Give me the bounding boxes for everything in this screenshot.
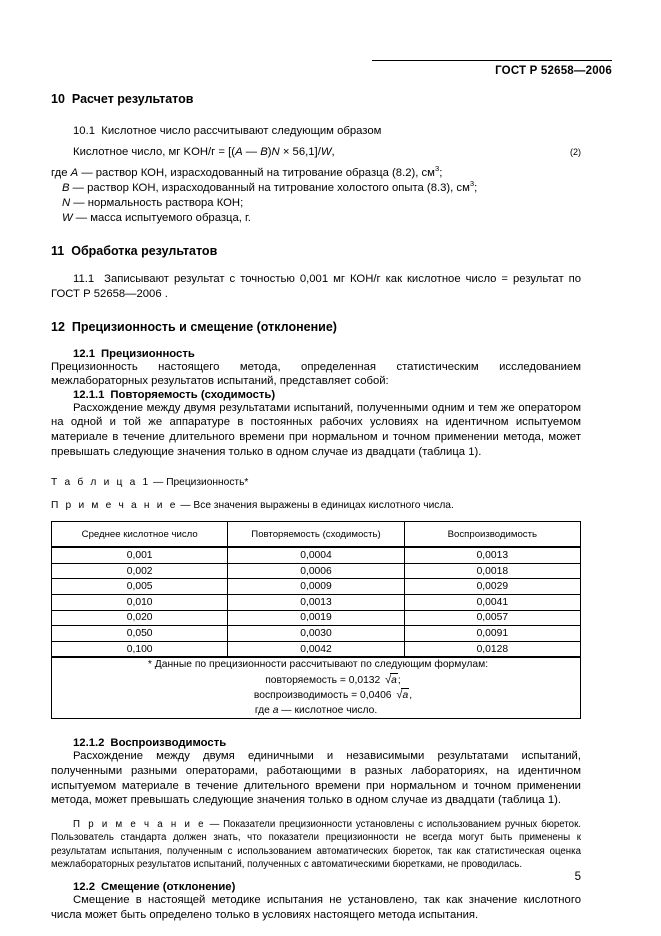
table-1-caption-label: Т а б л и ц а 1: [51, 477, 151, 489]
paragraph-12-1-1: Расхождение между двумя результатами испытаний, полученными одним и тем же оператором на одной и той же аппаратуре в постоянных рабочих условиях на идентичном испытуемом материале в течение длительного времени при нормальном и точном применении метода, может превышать следующие значения только в одном случае из двадцати (таблица 1).: [51, 401, 581, 458]
table-row: [52, 579, 581, 595]
cell-mean: 0,100: [52, 641, 228, 657]
definition-b-symbol: B: [62, 181, 70, 194]
table-1-caption: [51, 477, 581, 488]
section-12-title: Прецизионность и смещение (отклонение): [71, 319, 337, 334]
section-10-number: 10: [51, 92, 65, 106]
equation-number: (2): [570, 146, 581, 157]
footnote-line-2: [52, 673, 580, 689]
page-number: 5: [574, 871, 581, 883]
clause-11-1-number: 11.1: [73, 273, 95, 286]
footnote-where-text: — кислотное число.: [278, 704, 378, 716]
page-header: [372, 60, 612, 77]
formula-tail: × 56,1]/: [279, 145, 321, 158]
column-header-repeatability: Повторяемость (сходимость): [228, 522, 404, 548]
cell-repeatability: 0,0009: [228, 579, 404, 595]
table-row: [52, 610, 581, 626]
table-header-row: [52, 522, 581, 548]
definition-n-symbol: N: [62, 197, 71, 209]
table-1-caption-text: — Прецизионность*: [150, 477, 249, 489]
heading-section-12-2: [51, 881, 581, 893]
definition-b-sup: 3: [469, 179, 475, 189]
definition-n-text: — нормальность раствора КОН;: [70, 197, 244, 209]
cell-repeatability: 0,0030: [228, 626, 404, 642]
cell-reproducibility: 0,0041: [404, 594, 580, 610]
formula-var-a: A: [235, 145, 243, 158]
footnote-radicand-a: a: [390, 673, 398, 689]
formula-lead: Кислотное число, мг KOH/г = [(: [73, 145, 236, 158]
definition-b-text: — раствор КОН, израсходованный на титрование холостого опыта (8.3), см: [69, 181, 470, 194]
section-12-2-title: Смещение (отклонение): [101, 881, 236, 894]
section-12-1-1-number: 12.1.1: [73, 388, 105, 401]
footnote-symbol-a: а: [272, 704, 279, 716]
precision-table: [51, 521, 581, 719]
table-row: [52, 547, 581, 563]
paragraph-12-1-2: Расхождение между двумя единичными и независимыми результатами испытаний, полученными разными операторами, работающими в разных лабораториях, на идентичном испытуемом материале в течение длительного времени при нормальном и точном применении метода, может превышать следующие значения только в одном случае из двадцати (таблица 1).: [51, 750, 581, 807]
footnote-where-lead: где: [254, 704, 273, 716]
heading-section-10: [51, 92, 581, 106]
footnote-line-2-end: ;: [397, 674, 401, 686]
paragraph-12-1: Прецизионность настоящего метода, определенная статистическим исследованием межлабораторных результатов испытаний, представляет собой:: [51, 360, 581, 388]
formula-var-n: N: [271, 145, 280, 158]
paragraph-10-1: [51, 124, 581, 139]
table-1-note-text: — Все значения выражены в единицах кислотного числа.: [177, 500, 454, 512]
cell-repeatability: 0,0013: [228, 594, 404, 610]
section-12-1-title: Прецизионность: [101, 347, 195, 360]
table-row: [52, 626, 581, 642]
cell-mean: 0,010: [52, 594, 228, 610]
table-row: [52, 594, 581, 610]
variable-definitions: [51, 163, 581, 227]
cell-reproducibility: 0,0013: [404, 547, 580, 563]
paragraph-11-1: [51, 272, 581, 301]
footnote-reproducibility-formula: воспроизводимость = 0,0406: [253, 690, 395, 702]
section-12-1-number: 12.1: [73, 347, 95, 360]
definition-n: [51, 196, 581, 211]
standard-identifier: ГОСТ Р 52658—2006: [495, 65, 612, 77]
definition-b-end: ;: [474, 181, 478, 194]
heading-section-12: [51, 320, 581, 334]
cell-reproducibility: 0,0091: [404, 626, 580, 642]
footnote-line-4: [52, 704, 580, 719]
section-11-number: 11: [51, 244, 65, 259]
heading-section-12-1-1: [51, 389, 581, 401]
document-body: [51, 92, 581, 923]
definition-a-lead: где: [51, 166, 71, 179]
definition-a: [51, 163, 581, 181]
cell-reproducibility: 0,0057: [404, 610, 580, 626]
formula-end: ,: [331, 145, 335, 158]
formula-var-b: B: [260, 145, 268, 158]
footnote-repeatability-formula: повторяемость = 0,0132: [265, 674, 384, 686]
section-11-title: Обработка результатов: [71, 244, 218, 259]
table-1-note-label: П р и м е ч а н и е: [51, 500, 178, 512]
cell-mean: 0,020: [52, 610, 228, 626]
cell-repeatability: 0,0042: [228, 641, 404, 657]
clause-11-1-text: Записывают результат с точностью 0,001 мг КОН/г как кислотное число = результат по ГОСТ Р 52658—2006 .: [51, 273, 581, 300]
formula-2-row: [51, 145, 581, 160]
definition-w: [51, 211, 581, 226]
footnote-radicand-a2: a: [401, 688, 409, 704]
sqrt-icon: √a: [383, 673, 398, 689]
precision-table-head: [52, 522, 581, 548]
column-header-reproducibility: Воспроизводимость: [404, 522, 580, 548]
table-row: [52, 641, 581, 657]
table-footnote-cell: [52, 657, 581, 719]
table-1-note: [51, 500, 581, 511]
formula-mid: ): [267, 145, 272, 158]
definition-w-symbol: W: [62, 212, 73, 225]
paragraph-12-2: Смещение в настоящей методике испытания не установлено, так как значение кислотного числа может быть определено только в условиях настоящего метода испытания.: [51, 894, 581, 921]
table-footnote-row: [52, 657, 581, 719]
cell-reproducibility: 0,0029: [404, 579, 580, 595]
cell-repeatability: 0,0004: [228, 547, 404, 563]
clause-10-1-number: 10.1: [73, 125, 95, 137]
section-12-1-2-title: Воспроизводимость: [110, 737, 227, 750]
footnote-line-3-end: ,: [409, 690, 413, 702]
note-label: П р и м е ч а н и е: [73, 818, 206, 830]
cell-reproducibility: 0,0128: [404, 641, 580, 657]
section-10-title: Расчет результатов: [71, 92, 194, 106]
formula-dash: —: [242, 145, 261, 158]
column-header-mean-acid-number: Среднее кислотное число: [52, 522, 228, 548]
header-rule: [372, 60, 612, 61]
definition-a-end: ;: [439, 166, 443, 179]
definition-a-sup: 3: [434, 163, 440, 173]
definition-w-text: — масса испытуемого образца, г.: [72, 212, 251, 225]
definition-a-text: — раствор КОН, израсходованный на титрование образца (8.2), см: [78, 166, 435, 179]
definition-a-symbol: A: [70, 166, 79, 179]
table-row: [52, 563, 581, 579]
formula-var-w: W: [320, 145, 332, 158]
definition-b: [51, 181, 581, 196]
cell-mean: 0,005: [52, 579, 228, 595]
note-automatic-burettes: [51, 818, 581, 872]
clause-10-1-text: Кислотное число рассчитывают следующим образом: [101, 125, 382, 137]
footnote-line-3: [52, 688, 580, 704]
sqrt-icon: √a: [394, 688, 409, 704]
note-text: — Показатели прецизионности установлены с использованием ручных бюреток. Пользователь стандарта должен знать, что показатели прецизионности не всегда могут быть применены к результатам испытания, полученным с использованием автоматических бюреток, так как статистическая оценка межлабораторных результатов испытаний, полученных с автоматическими бюретками, не проводилась.: [51, 818, 581, 870]
section-12-2-number: 12.2: [73, 881, 95, 894]
cell-reproducibility: 0,0018: [404, 563, 580, 579]
cell-mean: 0,001: [52, 547, 228, 563]
footnote-line-1: * Данные по прецизионности рассчитывают по следующим формулам:: [147, 659, 489, 671]
heading-section-12-1: [51, 348, 581, 360]
cell-mean: 0,002: [52, 563, 228, 579]
cell-mean: 0,050: [52, 626, 228, 642]
heading-section-11: [51, 244, 581, 258]
cell-repeatability: 0,0006: [228, 563, 404, 579]
section-12-number: 12: [51, 319, 65, 334]
precision-table-body: [52, 547, 581, 719]
section-12-1-2-number: 12.1.2: [73, 737, 105, 750]
cell-repeatability: 0,0019: [228, 610, 404, 626]
heading-section-12-1-2: [51, 737, 581, 749]
section-12-1-1-title: Повторяемость (сходимость): [110, 388, 276, 401]
